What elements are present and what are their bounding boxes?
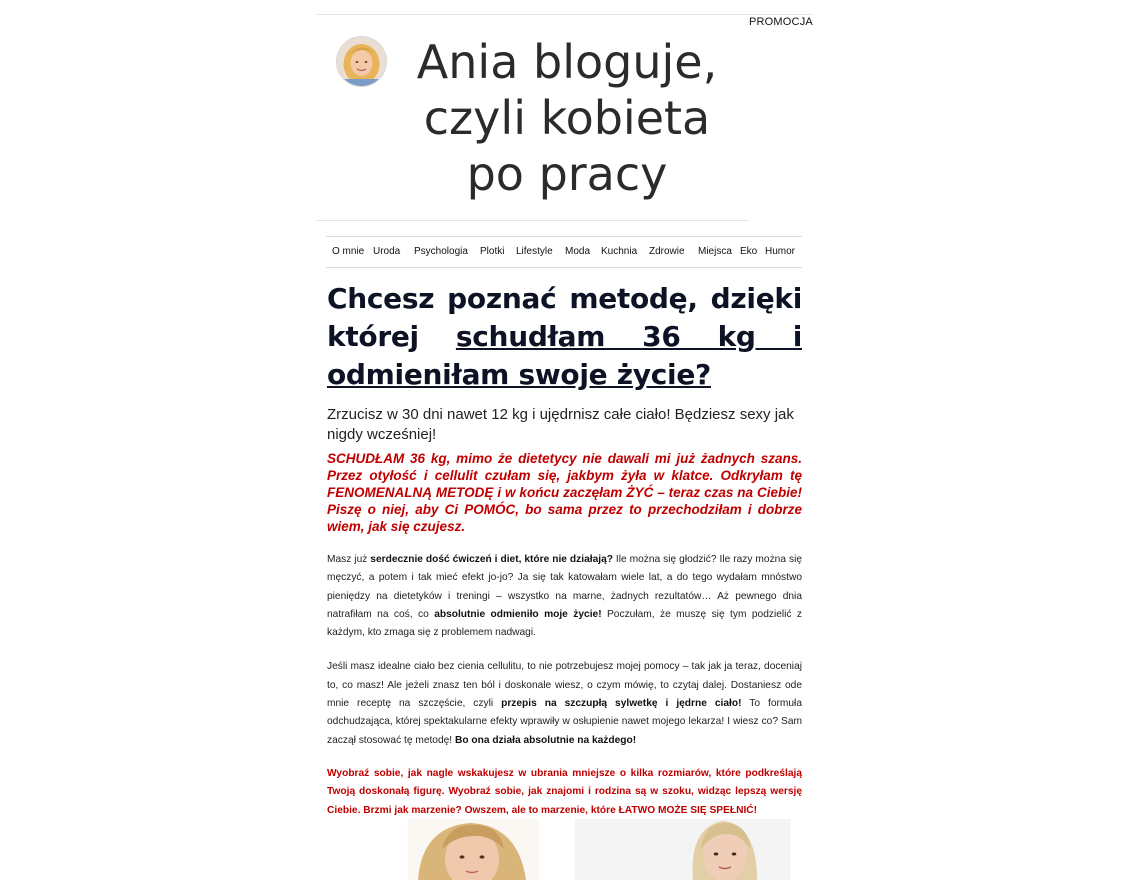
nav-item-lifestyle[interactable]: Lifestyle — [516, 246, 553, 257]
after-photo — [575, 819, 791, 880]
paragraph-2 — [327, 658, 802, 749]
site-title[interactable]: Ania bloguje, czyli kobieta po pracy — [416, 35, 718, 201]
article-red-lead: SCHUDŁAM 36 kg, mimo że dietetycy nie dawali mi już żadnych szans. Przez otyłość i cellulit czułam się, jakbym żyła w klatce. Odkryłam tę FENOMENALNĄ METODĘ i w końcu zaczęłam ŻYĆ – teraz czas na Ciebie! Piszę o niej, aby Ci POMÓC, bo sama przez to przechodziłam i dobrze wiem, jak się czujesz. — [327, 451, 802, 534]
p1-bold-b: serdecznie dość ćwiczeń i diet, które nie działają? — [370, 554, 613, 565]
paragraph-1 — [327, 551, 802, 642]
paragraph-3: Wyobraź sobie, jak nagle wskakujesz w ubrania mniejsze o kilka rozmiarów, które podkreślają Twoją doskonałą figurę. Wyobraź sobie, jak znajomi i rodzina są w szoku, widząc lepszą wersję Ciebie. Brzmi jak marzenie? Owszem, ale to marzenie, które ŁATWO MOŻE SIĘ SPEŁNIĆ! — [327, 767, 802, 816]
nav-item-psychologia[interactable]: Psychologia — [414, 246, 468, 257]
p2-bold-b: przepis na szczupłą sylwetkę i jędrne ciało! — [501, 698, 742, 710]
p1-text-a: Masz już — [327, 554, 371, 565]
promo-link[interactable]: PROMOCJA — [749, 16, 813, 28]
p1-bold-d: absolutnie odmieniło moje życie! — [434, 608, 602, 620]
nav-item-eko[interactable]: Eko — [740, 246, 758, 257]
p2-text-a: Jeśli masz idealne ciało bez cienia cellulitu, to nie potrzebujesz mojej pomocy – tak jak ja teraz, doceniaj to, co masz! Ale jeżeli znasz ten ból i doskonale wiesz, o czym mówię, to czytaj dalej. Dostaniesz ode mnie receptę na szczęście, czyli — [327, 661, 802, 710]
article — [327, 280, 802, 820]
headline-text: Chcesz poznać metodę, dzięki której — [327, 282, 802, 353]
top-divider — [316, 14, 813, 15]
nav-item-zdrowie[interactable]: Zdrowie — [649, 246, 685, 257]
main-nav — [326, 236, 802, 268]
title-divider — [316, 220, 749, 221]
before-photo — [408, 819, 539, 880]
article-headline — [327, 280, 802, 394]
headline-underlined-text: schudłam 36 kg i odmieniłam swoje życie? — [327, 320, 802, 391]
before-photo-image — [408, 819, 539, 880]
nav-item-o-mnie[interactable]: O mnie — [332, 246, 365, 257]
nav-item-kuchnia[interactable]: Kuchnia — [601, 246, 638, 257]
p1-text-e: Poczułam, że muszę się tym podzielić z każdym, kto zmaga się z problemem nadwagi. — [327, 608, 803, 639]
nav-item-moda[interactable]: Moda — [565, 246, 591, 257]
p2-text-c: To formuła odchudzająca, której spektakularne efekty wprawiły w osłupienie nawet mojego lekarza! I wiesz co? Sam zaczął stosować tę metodę! — [327, 698, 802, 746]
nav-item-uroda[interactable]: Uroda — [373, 246, 401, 257]
avatar[interactable] — [336, 36, 387, 87]
nav-item-miejsca[interactable]: Miejsca — [698, 246, 732, 257]
p1-text-c: Ile można się głodzić? Ile razy można się męczyć, a potem i tak mieć efekt jo-jo? Ja się tak katowałam wiele lat, a do tego wydałam mnóstwo pieniędzy na dietetyków i treningi – wszystko na marne, żadnych rezultatów… Aż pewnego dnia natrafiłam na coś, co — [327, 554, 802, 620]
nav-item-plotki[interactable]: Plotki — [480, 246, 505, 257]
avatar-image — [337, 37, 386, 86]
p2-bold-d: Bo ona działa absolutnie na każdego! — [454, 734, 637, 746]
article-lead: Zrzucisz w 30 dni nawet 12 kg i ujędrnisz całe ciało! Będziesz sexy jak nigdy wcześniej! — [327, 406, 794, 443]
after-photo-image — [575, 819, 791, 880]
nav-item-humor[interactable]: Humor — [765, 246, 796, 257]
